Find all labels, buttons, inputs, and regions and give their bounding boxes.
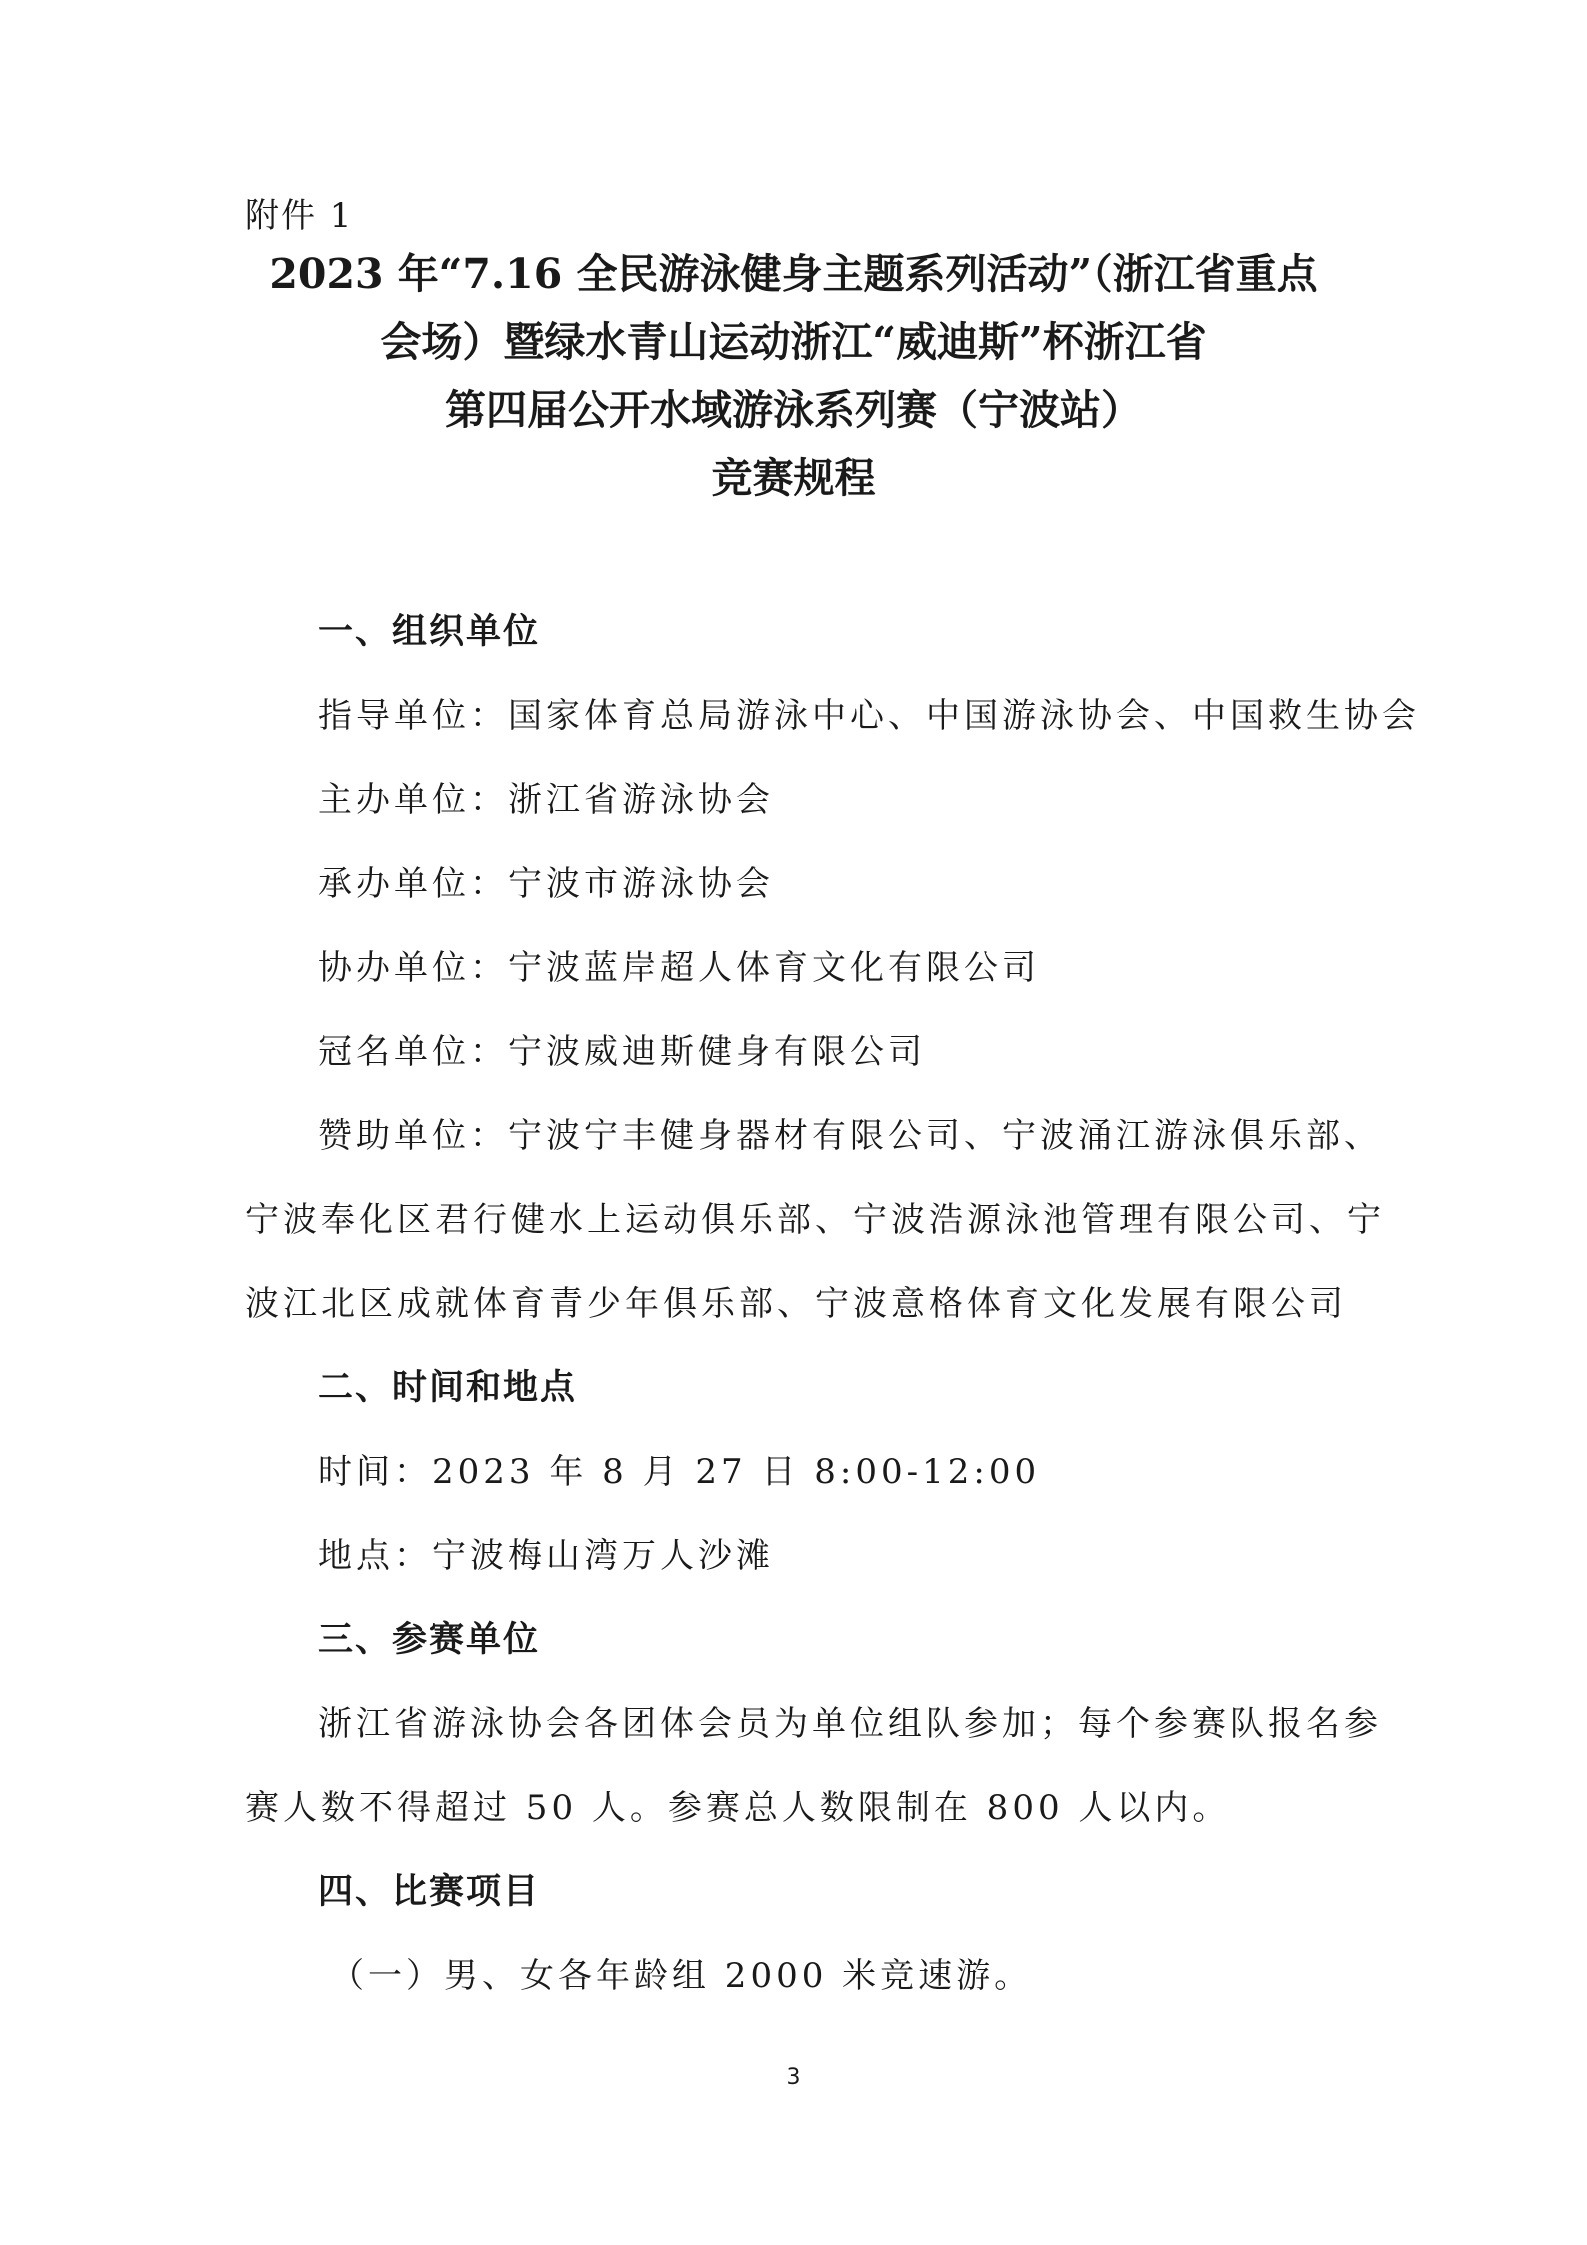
section-heading-participants: 三、参赛单位 <box>318 1620 541 1660</box>
title-line-1: 2023 年“7.16 全民游泳健身主题系列活动”（浙江省重点 <box>269 250 1318 298</box>
participants-line-2: 赛人数不得超过 50 人。参赛总人数限制在 800 人以内。 <box>245 1788 1231 1828</box>
participants-line-1: 浙江省游泳协会各团体会员为单位组队参加；每个参赛队报名参 <box>318 1704 1382 1744</box>
section-heading-organizers: 一、组织单位 <box>318 612 541 652</box>
host-unit: 主办单位：浙江省游泳协会 <box>318 780 774 820</box>
title-sponsor-unit: 冠名单位：宁波威迪斯健身有限公司 <box>318 1032 926 1072</box>
title-line-3: 第四届公开水域游泳系列赛（宁波站） <box>445 386 1142 434</box>
title-line-2: 会场）暨绿水青山运动浙江“威迪斯”杯浙江省 <box>380 318 1207 366</box>
page-number: 3 <box>786 2065 801 2090</box>
event-time: 时间：2023 年 8 月 27 日 8:00-12:00 <box>318 1452 1041 1492</box>
sponsors-line-1: 赞助单位：宁波宁丰健身器材有限公司、宁波涌江游泳俱乐部、 <box>318 1116 1382 1156</box>
section-heading-events: 四、比赛项目 <box>318 1872 541 1912</box>
sponsors-line-3: 波江北区成就体育青少年俱乐部、宁波意格体育文化发展有限公司 <box>245 1284 1347 1324</box>
title-line-4: 竞赛规程 <box>711 454 876 502</box>
event-item-1: （一）男、女各年龄组 2000 米竞速游。 <box>330 1956 1033 1996</box>
co-organizer-unit: 协办单位：宁波蓝岸超人体育文化有限公司 <box>318 948 1040 988</box>
sponsors-line-2: 宁波奉化区君行健水上运动俱乐部、宁波浩源泳池管理有限公司、宁 <box>245 1200 1385 1240</box>
event-place: 地点：宁波梅山湾万人沙滩 <box>318 1536 774 1576</box>
undertaker-unit: 承办单位：宁波市游泳协会 <box>318 864 774 904</box>
guide-unit: 指导单位：国家体育总局游泳中心、中国游泳协会、中国救生协会 <box>318 696 1420 736</box>
attachment-label: 附件 1 <box>245 196 354 236</box>
document-title <box>180 240 1407 512</box>
section-heading-time-place: 二、时间和地点 <box>318 1368 578 1408</box>
